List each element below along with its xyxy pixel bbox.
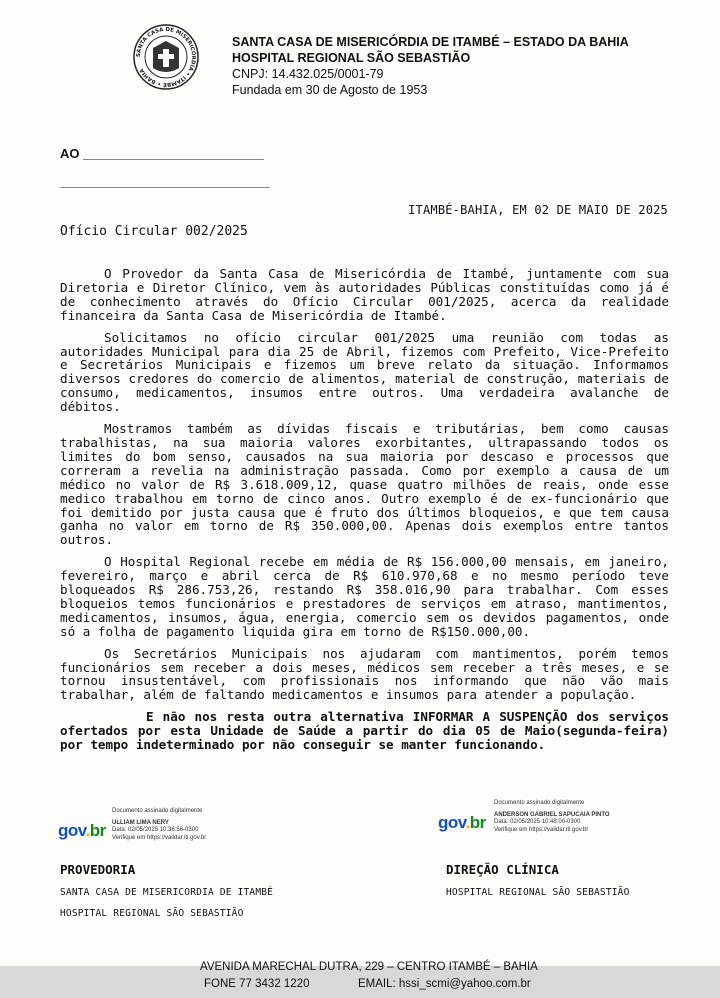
final-paragraph: E não nos resta outra alternativa INFORMAR A SUSPENÇÃO dos serviços ofertados por esta Unidade de Saúde a partir do dia 05 de Maio(segunda-feira) por tempo indeterminado por não conseguir se manter funcionando. xyxy=(60,709,669,753)
letterhead-cnpj: CNPJ: 14.432.025/0001-79 xyxy=(232,67,384,81)
signer-name: ANDERSON GABRIEL SAPUCAIA PINTO xyxy=(494,811,610,818)
letterhead-institution: SANTA CASA DE MISERICÓRDIA DE ITAMBÉ – ESTADO DA BAHIA xyxy=(232,35,629,49)
signature-date: Data: 02/05/2025 10:36:56-0300 xyxy=(112,827,199,833)
letter-body xyxy=(60,267,669,760)
recipient-label: AO xyxy=(60,146,80,161)
govbr-logo: gov.br xyxy=(438,812,486,832)
signed-label: Documento assinado digitalmente xyxy=(494,800,585,806)
signed-label: Documento assinado digitalmente xyxy=(112,808,203,814)
svg-text:SANTA CASA DE MISERICÓRDIA • I: SANTA CASA DE MISERICÓRDIA • ITAMBÉ • BAHIA xyxy=(135,26,197,88)
recipient-blank: _________________________ xyxy=(83,146,264,161)
letterhead-hospital: HOSPITAL REGIONAL SÃO SEBASTIÃO xyxy=(232,51,471,65)
institution-seal-logo xyxy=(133,24,199,90)
footer-address: AVENIDA MARECHAL DUTRA, 229 – CENTRO ITAMBÉ – BAHIA xyxy=(200,961,538,973)
signature-verify: Verifique em https://validar.iti.gov.br xyxy=(112,834,207,841)
signer-name: ULLIAM LIMA NERY xyxy=(112,819,169,826)
recipient-line xyxy=(60,146,264,161)
paragraph: Os Secretários Municipais nos ajudaram com mantimentos, porém temos funcionários sem receber a dois meses, médicos sem receber a três meses, e se tornou insustentável, com profissionais nos informando que não vão mais trabalhar, além de faltando medicamentos e insumos para atender a população. xyxy=(60,645,669,703)
paragraph: Mostramos também as dívidas fiscais e tributárias, bem como causas trabalhistas, na sua maioria valores exorbitantes, ultrapassando todos os limites do bom senso, causados na sua maioria por descaso e processos que correram a revelia na administração passada. Como por exemplo a causa de um médico no valor de R$ 3.618.009,12, quase quatro milhões de reais, onde esse medico trabalhou em torno de cinco anos. Outro exemplo é de ex-funcionário que foi demitido por justa causa que é fruto dos últimos bloqueios, e que tem causa ganha no valor em torno de R$ 350.000,00. Apenas dois exemplos entre tantos outros. xyxy=(60,421,669,548)
signature-verify: Verifique em https://validar.iti.gov.br xyxy=(494,826,589,833)
hospital-name: HOSPITAL REGIONAL SÃO SEBASTIÃO xyxy=(60,908,244,919)
date-line: ITAMBÉ-BAHIA, EM 02 DE MAIO DE 2025 xyxy=(408,203,668,217)
role-direcao-clinica: DIREÇÃO CLÍNICA xyxy=(446,862,559,877)
govbr-logo: gov.br xyxy=(58,820,106,840)
digital-signature-right xyxy=(438,800,610,834)
footer-phone: FONE 77 3432 1220 xyxy=(204,978,310,990)
footer-email: EMAIL: hssi_scmi@yahoo.com.br xyxy=(358,978,531,990)
institution-name: SANTA CASA DE MISERICORDIA DE ITAMBÉ xyxy=(60,887,274,898)
hospital-name: HOSPITAL REGIONAL SÃO SEBASTIÃO xyxy=(446,887,630,898)
paragraph: Solicitamos no ofício circular 001/2025 uma reunião com todas as autoridades Municipal para dia 25 de Abril, fizemos com Prefeito, Vice-Prefeito e Secretários Municipais e fizemos um breve relato da situação. Informamos diversos credores do comercio de alimentos, material de construção, materiais de consumo, medicamentos, insumos entre outros. Uma verdadeira avalanche de débitos. xyxy=(60,329,669,415)
recipient-line-2: _____________________________ xyxy=(60,174,270,189)
signature-date: Data: 02/05/2025 10:48:00-0300 xyxy=(494,819,581,825)
digital-signature-left xyxy=(58,808,206,842)
letterhead-founded: Fundada em 30 de Agosto de 1953 xyxy=(232,83,428,97)
role-provedoria: PROVEDORIA xyxy=(60,862,136,877)
letterhead xyxy=(232,34,629,98)
paragraph: O Provedor da Santa Casa de Misericórdia de Itambé, juntamente com sua Diretoria e Diretor Clínico, vem às autoridades Públicas constituídas como já é de conhecimento através do Ofício Circular 001/2025, acerca da realidade financeira da Santa Casa de Misericórdia de Itambé. xyxy=(60,266,669,323)
paragraph: O Hospital Regional recebe em média de R$ 156.000,00 mensais, em janeiro, fevereiro, março e abril cerca de R$ 610.970,68 e no mesmo período teve bloqueados R$ 286.753,26, restando R$ 358.016,90 para trabalhar. Com esses bloqueios temos funcionários e prestadores de serviços em atraso, mantimentos, medicamentos, insumos, água, energia, comercio sem os devidos pagamentos, onde só a folha de pagamento liquida gira em torno de R$150.000,00. xyxy=(60,554,669,639)
page-footer xyxy=(0,961,720,998)
oficio-title: Ofício Circular 002/2025 xyxy=(60,224,248,239)
